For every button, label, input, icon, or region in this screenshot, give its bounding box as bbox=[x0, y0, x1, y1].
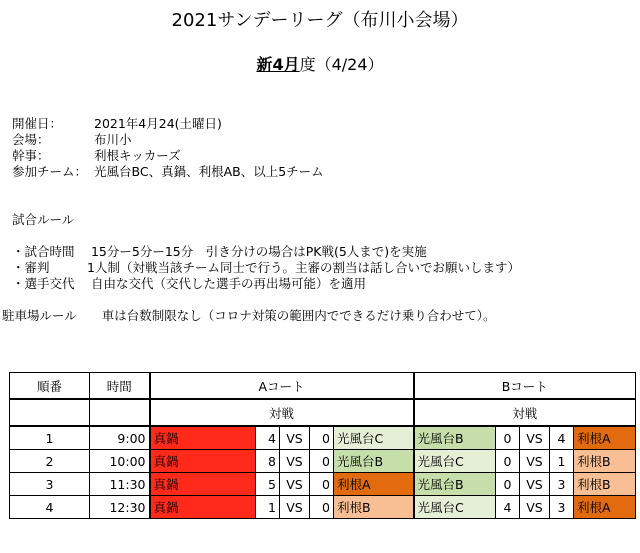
table-row bbox=[10, 473, 636, 496]
cell-a-home-score: 5 bbox=[256, 473, 280, 496]
cell-a-home-team: 真鍋 bbox=[150, 450, 256, 473]
info-value: 利根キッカーズ bbox=[94, 148, 181, 163]
cell-a-home-score: 4 bbox=[256, 426, 280, 450]
cell-b-away-team: 利根B bbox=[574, 473, 636, 496]
cell-a-vs: VS bbox=[280, 426, 310, 450]
cell-b-away-team: 利根B bbox=[574, 450, 636, 473]
cell-b-vs: VS bbox=[520, 450, 550, 473]
cell-b-home-score: 0 bbox=[496, 426, 520, 450]
cell-time: 10:00 bbox=[90, 450, 150, 473]
cell-b-home-score: 4 bbox=[496, 496, 520, 519]
cell-a-vs: VS bbox=[280, 473, 310, 496]
subtitle-month: 新4月 bbox=[256, 55, 300, 74]
cell-b-home-score: 0 bbox=[496, 473, 520, 496]
page-subtitle bbox=[0, 52, 640, 75]
header-order: 順番 bbox=[10, 373, 90, 400]
cell-b-vs: VS bbox=[520, 473, 550, 496]
cell-b-away-score: 3 bbox=[550, 496, 574, 519]
cell-b-away-team: 利根A bbox=[574, 496, 636, 519]
header-blank bbox=[90, 399, 150, 426]
cell-b-away-team: 利根A bbox=[574, 426, 636, 450]
info-label: 参加チーム： bbox=[12, 164, 88, 179]
info-value: 光風台BC、真鍋、利根AB、以上5チーム bbox=[94, 164, 324, 179]
cell-a-home-score: 8 bbox=[256, 450, 280, 473]
cell-b-home-team: 光風台C bbox=[414, 496, 496, 519]
info-value: 2021年4月24(土曜日) bbox=[94, 116, 222, 131]
info-label: 開催日： bbox=[12, 116, 63, 131]
cell-order: 2 bbox=[10, 450, 90, 473]
rule-item-referee: ・審判 1人制（対戦当該チーム同士で行う。主審の割当は話し合いでお願いします） bbox=[12, 260, 520, 275]
cell-b-away-score: 4 bbox=[550, 426, 574, 450]
info-label: 会場： bbox=[12, 132, 50, 147]
cell-a-away-team: 利根A bbox=[334, 473, 414, 496]
cell-a-away-team: 光風台C bbox=[334, 426, 414, 450]
table-row bbox=[10, 450, 636, 473]
cell-a-away-score: 0 bbox=[310, 473, 334, 496]
cell-time: 11:30 bbox=[90, 473, 150, 496]
header-match-b: 対戦 bbox=[414, 399, 636, 426]
cell-b-vs: VS bbox=[520, 496, 550, 519]
cell-a-home-team: 真鍋 bbox=[150, 496, 256, 519]
cell-b-vs: VS bbox=[520, 426, 550, 450]
cell-a-away-team: 光風台B bbox=[334, 450, 414, 473]
cell-a-away-team: 利根B bbox=[334, 496, 414, 519]
cell-a-vs: VS bbox=[280, 450, 310, 473]
header-court-b: Bコート bbox=[414, 373, 636, 400]
cell-a-home-team: 真鍋 bbox=[150, 473, 256, 496]
cell-b-home-team: 光風台C bbox=[414, 450, 496, 473]
page-title: 2021サンデーリーグ（布川小会場） bbox=[171, 10, 469, 31]
rule-item-time: ・試合時間 15分ー5分ー15分 引き分けの場合はPK戦(5人まで)を実施 bbox=[12, 244, 427, 259]
header-time: 時間 bbox=[90, 373, 150, 400]
cell-b-away-score: 3 bbox=[550, 473, 574, 496]
cell-time: 9:00 bbox=[90, 426, 150, 450]
info-label: 幹事： bbox=[12, 148, 50, 163]
cell-order: 1 bbox=[10, 426, 90, 450]
rules-heading: 試合ルール bbox=[12, 212, 75, 227]
cell-a-away-score: 0 bbox=[310, 496, 334, 519]
rule-item-substitution: ・選手交代 自由な交代（交代した選手の再出場可能）を適用 bbox=[12, 276, 366, 291]
cell-order: 3 bbox=[10, 473, 90, 496]
table-row bbox=[10, 496, 636, 519]
cell-a-away-score: 0 bbox=[310, 426, 334, 450]
cell-b-home-team: 光風台B bbox=[414, 473, 496, 496]
subtitle-date: 度（4/24） bbox=[299, 55, 384, 74]
info-value: 布川小 bbox=[94, 132, 132, 147]
cell-a-vs: VS bbox=[280, 496, 310, 519]
schedule-table bbox=[9, 372, 636, 519]
cell-time: 12:30 bbox=[90, 496, 150, 519]
cell-b-away-score: 1 bbox=[550, 450, 574, 473]
cell-a-away-score: 0 bbox=[310, 450, 334, 473]
cell-b-home-score: 0 bbox=[496, 450, 520, 473]
header-court-a: Aコート bbox=[150, 373, 414, 400]
table-row bbox=[10, 426, 636, 450]
cell-a-home-score: 1 bbox=[256, 496, 280, 519]
parking-rule: 駐車場ルール 車は台数制限なし（コロナ対策の範囲内でできるだけ乗り合わせて）。 bbox=[2, 308, 496, 323]
cell-b-home-team: 光風台B bbox=[414, 426, 496, 450]
header-blank bbox=[10, 399, 90, 426]
cell-order: 4 bbox=[10, 496, 90, 519]
cell-a-home-team: 真鍋 bbox=[150, 426, 256, 450]
header-match-a: 対戦 bbox=[150, 399, 414, 426]
